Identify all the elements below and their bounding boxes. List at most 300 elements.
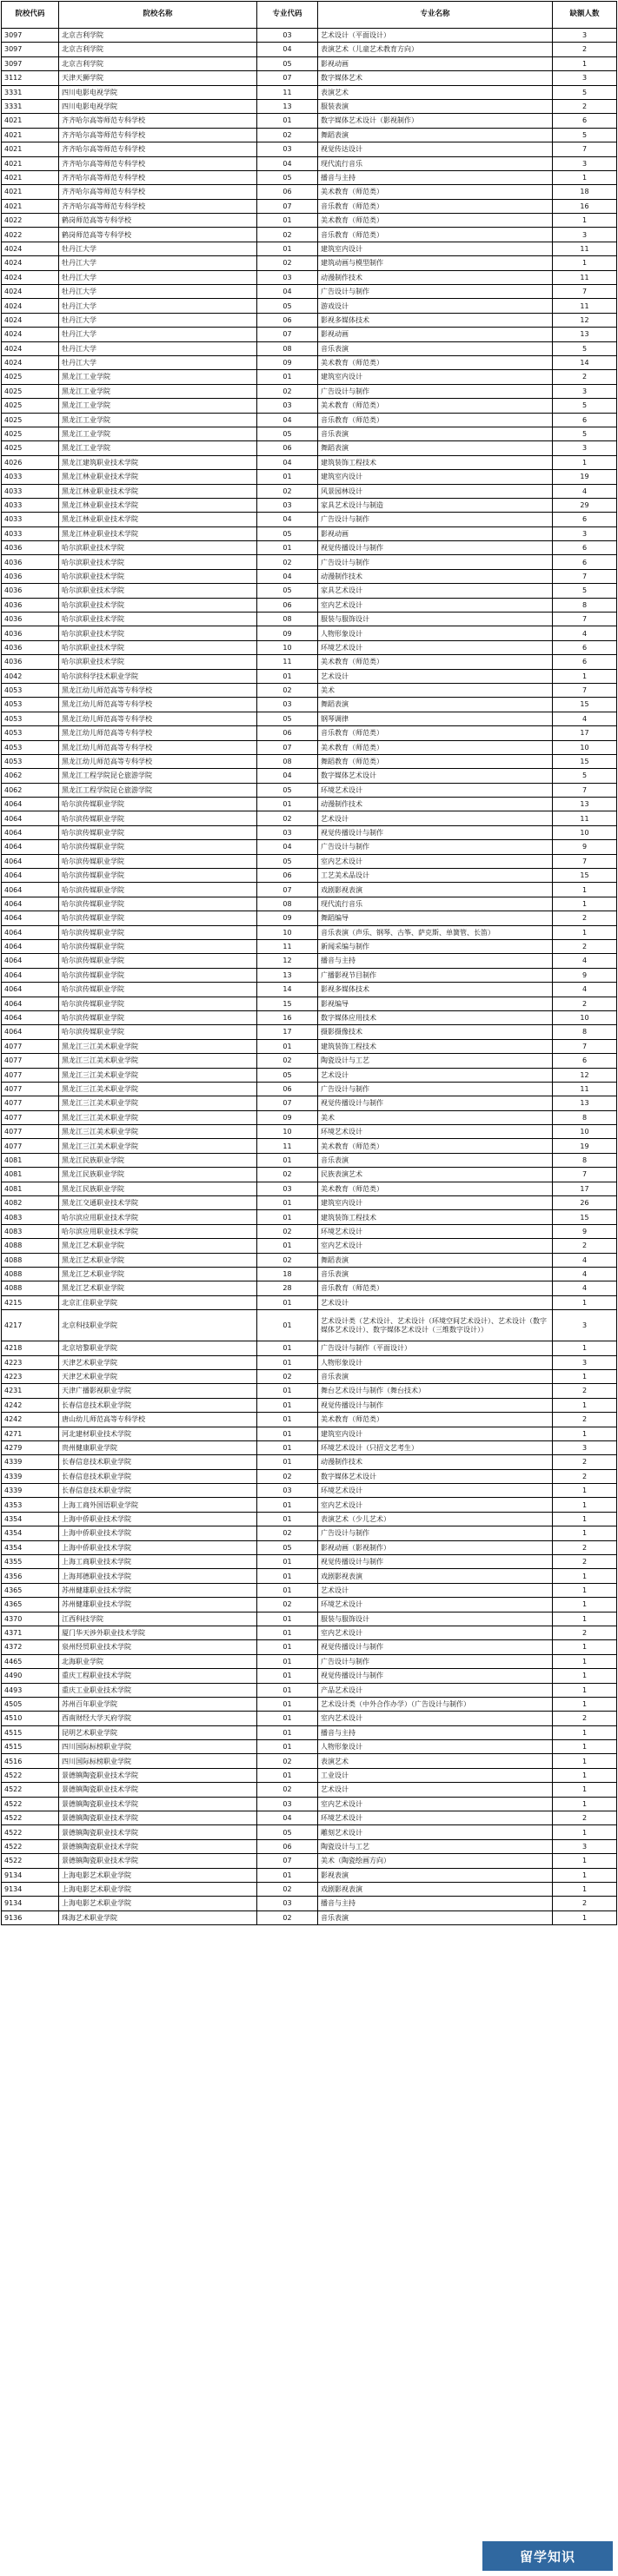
cell-vacancy-count: 2 — [553, 911, 617, 925]
cell-school-name: 哈尔滨传媒职业学院 — [59, 911, 257, 925]
cell-major-code: 06 — [257, 1839, 318, 1853]
cell-vacancy-count: 1 — [553, 1369, 617, 1383]
cell-school-name: 黑龙江三江美术职业学院 — [59, 1054, 257, 1068]
cell-school-name: 齐齐哈尔高等师范专科学校 — [59, 185, 257, 199]
cell-major-code: 07 — [257, 328, 318, 341]
cell-vacancy-count: 3 — [553, 1440, 617, 1454]
cell-major-code: 01 — [257, 1512, 318, 1526]
cell-major-name: 音乐教育（师范类） — [318, 228, 553, 242]
cell-school-code: 4279 — [2, 1440, 59, 1454]
cell-major-name: 美术教育（师范类） — [318, 1413, 553, 1427]
cell-major-name: 视觉传播设计与制作 — [318, 1555, 553, 1569]
cell-major-name: 家具艺术设计 — [318, 584, 553, 598]
cell-school-code: 4053 — [2, 712, 59, 725]
cell-school-code: 4242 — [2, 1413, 59, 1427]
cell-school-name: 苏州百年职业学院 — [59, 1697, 257, 1711]
cell-vacancy-count: 6 — [553, 655, 617, 669]
table-row — [2, 71, 617, 85]
cell-school-code: 4021 — [2, 199, 59, 213]
table-row — [2, 825, 617, 839]
cell-school-code: 4077 — [2, 1139, 59, 1153]
cell-major-name: 艺术设计（平面设计） — [318, 29, 553, 43]
cell-major-name: 视觉传播设计与制作 — [318, 1640, 553, 1654]
cell-major-code: 01 — [257, 214, 318, 228]
cell-school-code: 4522 — [2, 1854, 59, 1868]
cell-major-name: 环境艺术设计 — [318, 640, 553, 654]
cell-school-name: 黑龙江林业职业技术学院 — [59, 498, 257, 512]
table-row — [2, 1797, 617, 1811]
cell-school-code: 4036 — [2, 598, 59, 612]
table-row — [2, 370, 617, 384]
cell-school-name: 上海中侨职业技术学院 — [59, 1526, 257, 1540]
cell-major-name: 建筑装饰工程技术 — [318, 1210, 553, 1224]
table-row — [2, 1182, 617, 1195]
cell-vacancy-count: 13 — [553, 798, 617, 811]
table-row — [2, 1281, 617, 1295]
cell-school-name: 黑龙江三江美术职业学院 — [59, 1139, 257, 1153]
cell-major-code: 02 — [257, 555, 318, 569]
cell-vacancy-count: 10 — [553, 1010, 617, 1024]
cell-vacancy-count: 10 — [553, 825, 617, 839]
cell-school-name: 苏州健雄职业技术学院 — [59, 1598, 257, 1612]
table-row — [2, 1512, 617, 1526]
cell-major-code: 01 — [257, 798, 318, 811]
table-row — [2, 455, 617, 469]
table-row — [2, 228, 617, 242]
cell-school-name: 哈尔滨传媒职业学院 — [59, 840, 257, 854]
cell-vacancy-count: 10 — [553, 740, 617, 754]
cell-major-name: 数字媒体艺术 — [318, 71, 553, 85]
admission-vacancy-table — [1, 1, 617, 1925]
table-row — [2, 1754, 617, 1768]
table-row — [2, 1669, 617, 1683]
cell-school-code: 4033 — [2, 513, 59, 526]
cell-school-name: 昆明艺术职业学院 — [59, 1725, 257, 1739]
cell-major-code: 04 — [257, 43, 318, 56]
cell-major-code: 02 — [257, 1598, 318, 1612]
watermark-text: 留学知识 — [519, 2548, 575, 2565]
cell-vacancy-count: 15 — [553, 1210, 617, 1224]
cell-school-code: 4217 — [2, 1310, 59, 1341]
cell-school-name: 黑龙江幼儿师范高等专科学校 — [59, 754, 257, 768]
cell-school-name: 齐齐哈尔高等师范专科学校 — [59, 114, 257, 128]
cell-major-name: 室内艺术设计 — [318, 1712, 553, 1725]
table-row — [2, 1139, 617, 1153]
cell-school-name: 黑龙江三江美术职业学院 — [59, 1082, 257, 1096]
cell-major-code: 01 — [257, 1868, 318, 1882]
cell-vacancy-count: 1 — [553, 1498, 617, 1512]
cell-school-code: 4021 — [2, 185, 59, 199]
table-row — [2, 1025, 617, 1039]
cell-major-code: 01 — [257, 1310, 318, 1341]
cell-vacancy-count: 2 — [553, 1455, 617, 1469]
table-row — [2, 897, 617, 911]
cell-school-name: 牡丹江大学 — [59, 285, 257, 299]
cell-vacancy-count: 2 — [553, 997, 617, 1010]
cell-school-name: 天津广播影视职业学院 — [59, 1384, 257, 1398]
table-row — [2, 1125, 617, 1139]
cell-major-name: 环境艺术设计 — [318, 1224, 553, 1238]
cell-major-code: 01 — [257, 1239, 318, 1253]
cell-vacancy-count: 2 — [553, 1555, 617, 1569]
cell-school-code: 4077 — [2, 1125, 59, 1139]
cell-school-code: 4354 — [2, 1526, 59, 1540]
cell-vacancy-count: 4 — [553, 1281, 617, 1295]
table-row — [2, 427, 617, 440]
cell-school-name: 哈尔滨传媒职业学院 — [59, 968, 257, 982]
cell-major-code: 05 — [257, 1825, 318, 1839]
cell-school-code: 4370 — [2, 1612, 59, 1626]
cell-school-code: 4053 — [2, 683, 59, 697]
cell-school-code: 3097 — [2, 56, 59, 70]
cell-vacancy-count: 1 — [553, 925, 617, 939]
cell-school-code: 4033 — [2, 484, 59, 498]
cell-school-code: 4371 — [2, 1626, 59, 1639]
cell-vacancy-count: 2 — [553, 1712, 617, 1725]
cell-school-name: 哈尔滨应用职业技术学院 — [59, 1224, 257, 1238]
cell-school-code: 4033 — [2, 526, 59, 540]
cell-vacancy-count: 9 — [553, 1224, 617, 1238]
cell-school-name: 黑龙江三江美术职业学院 — [59, 1096, 257, 1110]
cell-vacancy-count: 1 — [553, 883, 617, 897]
cell-school-name: 景德镇陶瓷职业技术学院 — [59, 1854, 257, 1868]
table-row — [2, 1210, 617, 1224]
cell-vacancy-count: 13 — [553, 328, 617, 341]
cell-school-code: 4024 — [2, 256, 59, 270]
cell-school-name: 上海电影艺术职业学院 — [59, 1897, 257, 1910]
table-row — [2, 925, 617, 939]
cell-school-name: 长春信息技术职业学院 — [59, 1484, 257, 1498]
cell-major-name: 播音与主持 — [318, 170, 553, 184]
cell-school-code: 4218 — [2, 1341, 59, 1355]
table-row — [2, 911, 617, 925]
table-row — [2, 1440, 617, 1454]
cell-vacancy-count: 8 — [553, 1110, 617, 1124]
cell-major-code: 01 — [257, 1413, 318, 1427]
cell-major-name: 舞蹈编导 — [318, 911, 553, 925]
cell-major-name: 室内艺术设计 — [318, 1626, 553, 1639]
cell-vacancy-count: 1 — [553, 1612, 617, 1626]
cell-vacancy-count: 10 — [553, 1125, 617, 1139]
cell-school-code: 4025 — [2, 413, 59, 427]
table-row — [2, 613, 617, 626]
cell-vacancy-count: 1 — [553, 1883, 617, 1897]
cell-major-name: 现代流行音乐 — [318, 156, 553, 170]
table-row — [2, 854, 617, 868]
cell-school-code: 4064 — [2, 954, 59, 968]
cell-vacancy-count: 7 — [553, 569, 617, 583]
cell-vacancy-count: 3 — [553, 156, 617, 170]
table-row — [2, 399, 617, 413]
table-row — [2, 968, 617, 982]
cell-school-name: 黑龙江工程学院昆仑旅游学院 — [59, 783, 257, 797]
cell-school-code: 4077 — [2, 1039, 59, 1053]
cell-major-code: 07 — [257, 71, 318, 85]
cell-school-code: 4354 — [2, 1512, 59, 1526]
cell-vacancy-count: 3 — [553, 441, 617, 455]
cell-vacancy-count: 5 — [553, 341, 617, 355]
cell-school-code: 4271 — [2, 1427, 59, 1440]
cell-school-code: 4025 — [2, 441, 59, 455]
header-major-code: 专业代码 — [257, 2, 318, 29]
cell-vacancy-count: 2 — [553, 370, 617, 384]
table-row — [2, 299, 617, 313]
table-row — [2, 1612, 617, 1626]
cell-school-code: 4077 — [2, 1054, 59, 1068]
table-row — [2, 1897, 617, 1910]
cell-school-code: 4372 — [2, 1640, 59, 1654]
cell-school-name: 牡丹江大学 — [59, 299, 257, 313]
cell-vacancy-count: 7 — [553, 683, 617, 697]
table-row — [2, 1768, 617, 1782]
watermark-logo — [482, 2541, 613, 2571]
table-row — [2, 1039, 617, 1053]
cell-school-code: 4353 — [2, 1498, 59, 1512]
cell-school-code: 4515 — [2, 1740, 59, 1754]
cell-major-code: 08 — [257, 341, 318, 355]
cell-vacancy-count: 2 — [553, 99, 617, 113]
table-row — [2, 285, 617, 299]
cell-vacancy-count: 3 — [553, 384, 617, 398]
cell-major-name: 视觉传达设计 — [318, 142, 553, 156]
cell-vacancy-count: 6 — [553, 555, 617, 569]
cell-major-code: 06 — [257, 1082, 318, 1096]
table-row — [2, 441, 617, 455]
cell-major-name: 艺术设计 — [318, 1583, 553, 1597]
table-row — [2, 214, 617, 228]
cell-school-name: 哈尔滨传媒职业学院 — [59, 983, 257, 997]
cell-major-code: 01 — [257, 1210, 318, 1224]
table-row — [2, 1384, 617, 1398]
cell-major-code: 01 — [257, 1683, 318, 1697]
cell-major-code: 08 — [257, 897, 318, 911]
table-row — [2, 1224, 617, 1238]
table-header-row — [2, 2, 617, 29]
cell-major-name: 音乐表演 — [318, 427, 553, 440]
cell-vacancy-count: 2 — [553, 1239, 617, 1253]
cell-major-code: 08 — [257, 613, 318, 626]
cell-school-code: 4077 — [2, 1110, 59, 1124]
cell-major-code: 06 — [257, 441, 318, 455]
table-row — [2, 1469, 617, 1483]
cell-major-code: 03 — [257, 1182, 318, 1195]
cell-major-code: 01 — [257, 1427, 318, 1440]
cell-school-code: 4083 — [2, 1210, 59, 1224]
cell-school-code: 4493 — [2, 1683, 59, 1697]
cell-major-name: 数字媒体艺术设计 — [318, 1469, 553, 1483]
table-row — [2, 498, 617, 512]
cell-school-name: 哈尔滨职业技术学院 — [59, 584, 257, 598]
table-row — [2, 1725, 617, 1739]
cell-major-code: 04 — [257, 569, 318, 583]
cell-major-code: 03 — [257, 825, 318, 839]
cell-major-name: 广告设计与制作 — [318, 285, 553, 299]
cell-major-name: 视觉传播设计与制作 — [318, 1398, 553, 1412]
table-row — [2, 384, 617, 398]
cell-major-code: 05 — [257, 526, 318, 540]
cell-school-name: 黑龙江幼儿师范高等专科学校 — [59, 726, 257, 740]
cell-vacancy-count: 1 — [553, 1640, 617, 1654]
cell-school-code: 4064 — [2, 840, 59, 854]
table-row — [2, 726, 617, 740]
cell-school-code: 4516 — [2, 1754, 59, 1768]
cell-school-name: 重庆工业职业技术学院 — [59, 1683, 257, 1697]
cell-major-code: 01 — [257, 669, 318, 683]
cell-major-name: 建筑室内设计 — [318, 1196, 553, 1210]
cell-vacancy-count: 1 — [553, 1725, 617, 1739]
cell-major-code: 02 — [257, 1783, 318, 1797]
table-row — [2, 640, 617, 654]
cell-vacancy-count: 1 — [553, 1427, 617, 1440]
cell-school-name: 黑龙江幼儿师范高等专科学校 — [59, 683, 257, 697]
cell-major-name: 人物形象设计 — [318, 1740, 553, 1754]
cell-vacancy-count: 1 — [553, 1484, 617, 1498]
cell-school-code: 4339 — [2, 1455, 59, 1469]
cell-school-code: 4036 — [2, 655, 59, 669]
cell-school-name: 哈尔滨应用职业技术学院 — [59, 1210, 257, 1224]
cell-major-code: 03 — [257, 29, 318, 43]
cell-major-code: 02 — [257, 1754, 318, 1768]
cell-vacancy-count: 6 — [553, 413, 617, 427]
table-row — [2, 1455, 617, 1469]
table-row — [2, 1626, 617, 1639]
cell-major-name: 音乐教育（师范类） — [318, 726, 553, 740]
cell-school-code: 4025 — [2, 370, 59, 384]
table-row — [2, 669, 617, 683]
cell-major-name: 广告设计与制作 — [318, 384, 553, 398]
cell-vacancy-count: 7 — [553, 783, 617, 797]
cell-school-code: 9134 — [2, 1883, 59, 1897]
cell-major-code: 05 — [257, 584, 318, 598]
cell-vacancy-count: 4 — [553, 1253, 617, 1267]
cell-major-code: 03 — [257, 1897, 318, 1910]
cell-major-name: 广告设计与制作 — [318, 555, 553, 569]
cell-vacancy-count: 1 — [553, 1740, 617, 1754]
cell-school-code: 4088 — [2, 1253, 59, 1267]
cell-vacancy-count: 18 — [553, 185, 617, 199]
cell-school-name: 天津天狮学院 — [59, 71, 257, 85]
cell-school-code: 4025 — [2, 399, 59, 413]
cell-school-name: 牡丹江大学 — [59, 355, 257, 369]
cell-major-code: 13 — [257, 968, 318, 982]
cell-vacancy-count: 7 — [553, 854, 617, 868]
cell-school-code: 4025 — [2, 427, 59, 440]
cell-school-code: 4021 — [2, 114, 59, 128]
cell-vacancy-count: 29 — [553, 498, 617, 512]
header-school-code: 院校代码 — [2, 2, 59, 29]
cell-major-name: 播音与主持 — [318, 954, 553, 968]
cell-vacancy-count: 1 — [553, 1654, 617, 1668]
cell-school-name: 牡丹江大学 — [59, 242, 257, 255]
cell-major-code: 07 — [257, 883, 318, 897]
cell-major-name: 舞蹈表演 — [318, 1253, 553, 1267]
cell-school-code: 4053 — [2, 726, 59, 740]
cell-vacancy-count: 4 — [553, 626, 617, 640]
cell-school-code: 4024 — [2, 341, 59, 355]
cell-major-name: 美术教育（师范类） — [318, 1139, 553, 1153]
cell-major-code: 10 — [257, 640, 318, 654]
cell-school-code: 4064 — [2, 869, 59, 883]
cell-school-name: 重庆工程职业技术学院 — [59, 1669, 257, 1683]
cell-major-name: 陶瓷设计与工艺 — [318, 1054, 553, 1068]
cell-vacancy-count: 12 — [553, 1068, 617, 1082]
cell-major-code: 01 — [257, 1398, 318, 1412]
cell-major-name: 广告设计与制作 — [318, 513, 553, 526]
cell-major-code: 11 — [257, 940, 318, 954]
cell-major-name: 广告设计与制作 — [318, 1526, 553, 1540]
cell-major-code: 02 — [257, 1253, 318, 1267]
table-row — [2, 1526, 617, 1540]
cell-school-name: 长春信息技术职业学院 — [59, 1469, 257, 1483]
cell-vacancy-count: 1 — [553, 1341, 617, 1355]
cell-vacancy-count: 26 — [553, 1196, 617, 1210]
table-row — [2, 569, 617, 583]
cell-vacancy-count: 1 — [553, 1583, 617, 1597]
cell-school-code: 4021 — [2, 128, 59, 142]
cell-school-name: 黑龙江幼儿师范高等专科学校 — [59, 712, 257, 725]
table-row — [2, 170, 617, 184]
cell-school-code: 4223 — [2, 1369, 59, 1383]
cell-major-name: 环境艺术设计 — [318, 783, 553, 797]
cell-major-code: 02 — [257, 811, 318, 825]
cell-school-name: 黑龙江民族职业学院 — [59, 1182, 257, 1195]
cell-vacancy-count: 1 — [553, 1526, 617, 1540]
cell-school-code: 4215 — [2, 1295, 59, 1309]
table-row — [2, 1082, 617, 1096]
cell-school-name: 哈尔滨传媒职业学院 — [59, 825, 257, 839]
cell-vacancy-count: 4 — [553, 712, 617, 725]
table-row — [2, 1054, 617, 1068]
cell-school-name: 上海工商职业技术学院 — [59, 1555, 257, 1569]
cell-major-name: 陶瓷设计与工艺 — [318, 1839, 553, 1853]
table-row — [2, 783, 617, 797]
cell-school-code: 4339 — [2, 1469, 59, 1483]
cell-major-name: 舞蹈教育（师范类） — [318, 754, 553, 768]
cell-major-name: 广播影视节目制作 — [318, 968, 553, 982]
cell-vacancy-count: 2 — [553, 1384, 617, 1398]
cell-school-code: 4036 — [2, 569, 59, 583]
table-row — [2, 584, 617, 598]
cell-school-name: 四川电影电视学院 — [59, 99, 257, 113]
cell-major-code: 02 — [257, 1469, 318, 1483]
table-row — [2, 99, 617, 113]
cell-vacancy-count: 5 — [553, 584, 617, 598]
cell-major-code: 01 — [257, 1555, 318, 1569]
cell-major-name: 美术教育（师范类） — [318, 185, 553, 199]
cell-school-code: 4088 — [2, 1281, 59, 1295]
cell-vacancy-count: 14 — [553, 355, 617, 369]
cell-school-code: 4064 — [2, 798, 59, 811]
cell-school-code: 4036 — [2, 626, 59, 640]
cell-major-code: 01 — [257, 1569, 318, 1583]
cell-major-code: 07 — [257, 199, 318, 213]
cell-major-name: 音乐表演（声乐、钢琴、古筝、萨克斯、单簧管、长笛） — [318, 925, 553, 939]
cell-major-code: 10 — [257, 925, 318, 939]
cell-vacancy-count: 2 — [553, 1469, 617, 1483]
cell-major-code: 28 — [257, 1281, 318, 1295]
cell-major-code: 04 — [257, 156, 318, 170]
cell-school-name: 黑龙江工业学院 — [59, 399, 257, 413]
cell-school-name: 齐齐哈尔高等师范专科学校 — [59, 156, 257, 170]
table-row — [2, 1239, 617, 1253]
cell-major-name: 艺术设计 — [318, 1068, 553, 1082]
cell-school-name: 哈尔滨职业技术学院 — [59, 555, 257, 569]
cell-major-name: 环境艺术设计（只招文艺考生） — [318, 1440, 553, 1454]
cell-major-name: 室内艺术设计 — [318, 1498, 553, 1512]
cell-vacancy-count: 17 — [553, 1182, 617, 1195]
table-row — [2, 1839, 617, 1853]
cell-vacancy-count: 1 — [553, 1598, 617, 1612]
